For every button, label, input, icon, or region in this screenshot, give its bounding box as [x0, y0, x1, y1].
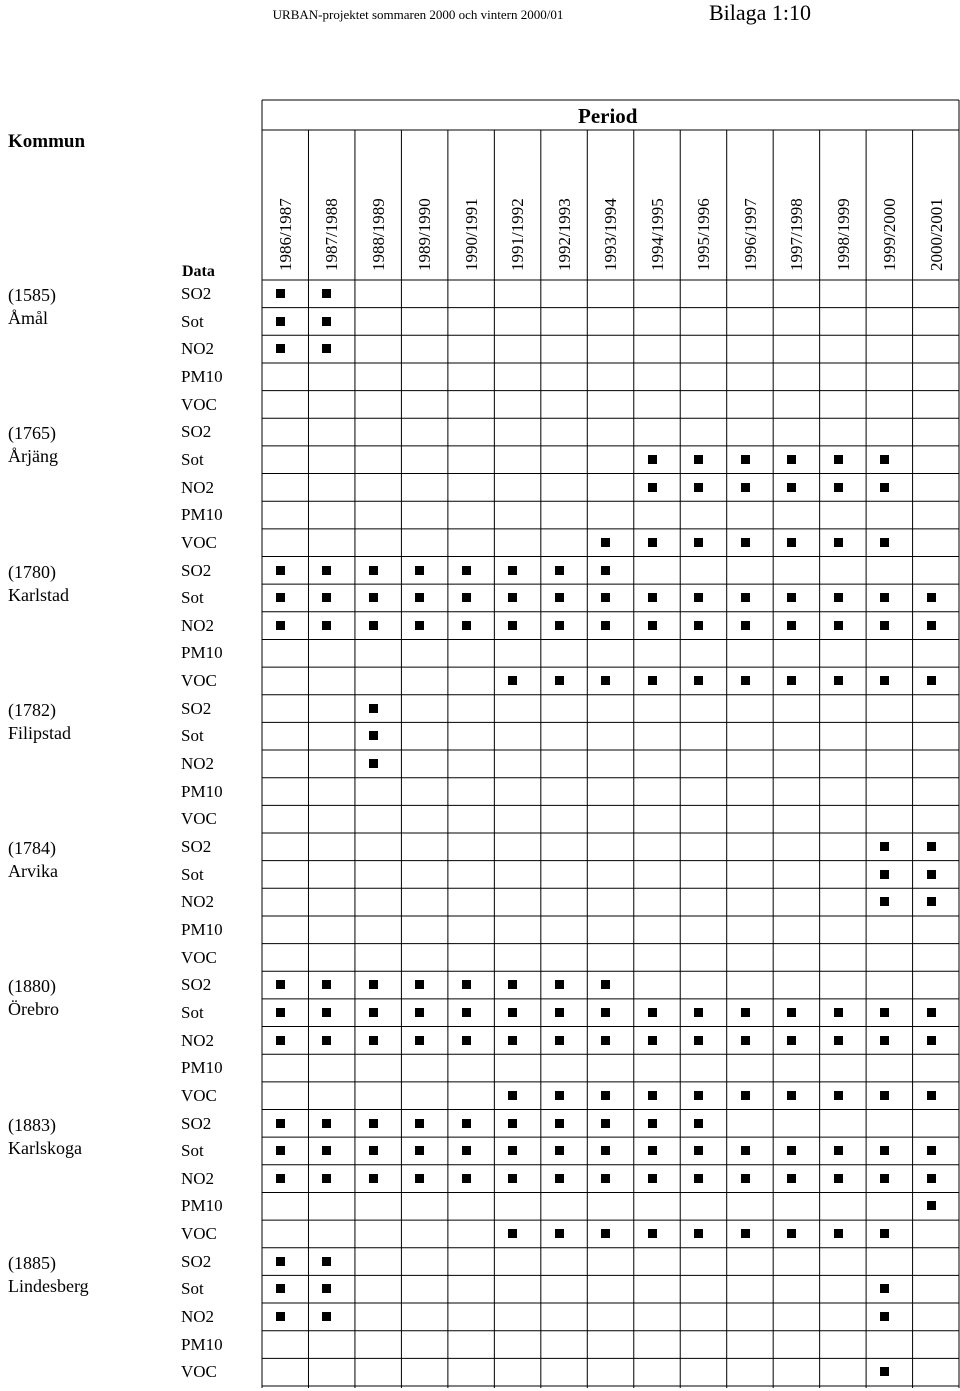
parameter-label-pm10: PM10 [181, 366, 223, 386]
measurement-mark [276, 344, 285, 353]
measurement-mark [601, 1091, 610, 1100]
measurement-mark [276, 593, 285, 602]
measurement-mark [555, 676, 564, 685]
parameter-label-no2: NO2 [181, 754, 215, 774]
measurement-mark [741, 538, 750, 547]
measurement-mark [694, 1036, 703, 1045]
measurement-mark [834, 621, 843, 630]
measurement-mark [694, 1119, 703, 1128]
measurement-mark [276, 980, 285, 989]
measurement-mark [648, 621, 657, 630]
parameter-label-voc: VOC [181, 671, 217, 691]
kommun-cell [8, 561, 69, 607]
measurement-mark [834, 538, 843, 547]
measurement-mark [927, 593, 936, 602]
parameter-label-sot: Sot [181, 311, 204, 331]
measurement-mark [601, 1036, 610, 1045]
measurement-mark [462, 566, 471, 575]
measurement-mark [648, 1229, 657, 1238]
kommun-code: (1883) [8, 1114, 56, 1135]
measurement-mark [694, 621, 703, 630]
measurement-mark [741, 621, 750, 630]
measurement-mark [276, 1146, 285, 1155]
measurement-mark [462, 621, 471, 630]
parameter-label-no2: NO2 [181, 615, 215, 635]
measurement-mark [648, 1146, 657, 1155]
measurement-mark [880, 1229, 889, 1238]
measurement-mark [555, 566, 564, 575]
measurement-mark [927, 621, 936, 630]
kommun-code: (1765) [8, 423, 56, 444]
measurement-mark [787, 621, 796, 630]
period-header: Period [578, 104, 638, 128]
parameter-label-pm10: PM10 [181, 1334, 223, 1354]
parameter-label-sot: Sot [181, 1279, 204, 1299]
kommun-code: (1880) [8, 976, 56, 997]
parameter-label-voc: VOC [181, 532, 217, 552]
year-header-1998-1999: 1998/1999 [833, 198, 853, 271]
measurement-mark [880, 483, 889, 492]
measurement-mark [880, 676, 889, 685]
measurement-mark [880, 870, 889, 879]
year-header-1991-1992: 1991/1992 [508, 198, 528, 271]
measurement-mark [369, 1008, 378, 1017]
parameter-label-sot: Sot [181, 1002, 204, 1022]
measurement-mark [369, 980, 378, 989]
parameter-label-pm10: PM10 [181, 919, 223, 939]
measurement-mark [555, 593, 564, 602]
measurement-mark [694, 593, 703, 602]
measurement-mark [508, 1008, 517, 1017]
measurement-mark [648, 538, 657, 547]
measurement-mark [741, 1146, 750, 1155]
parameter-label-no2: NO2 [181, 1168, 215, 1188]
measurement-mark [601, 621, 610, 630]
measurement-mark [648, 676, 657, 685]
measurement-mark [648, 455, 657, 464]
measurement-mark [322, 1146, 331, 1155]
kommun-cell [8, 699, 71, 745]
measurement-mark [462, 593, 471, 602]
measurement-mark [787, 1174, 796, 1183]
measurement-mark [322, 317, 331, 326]
parameter-label-voc: VOC [181, 1085, 217, 1105]
parameter-label-no2: NO2 [181, 1030, 215, 1050]
measurement-mark [508, 980, 517, 989]
measurement-mark [927, 1036, 936, 1045]
year-header-1999-2000: 1999/2000 [880, 198, 900, 271]
measurement-mark [415, 593, 424, 602]
measurement-mark [694, 1008, 703, 1017]
measurement-mark [322, 593, 331, 602]
measurement-mark [322, 344, 331, 353]
measurement-mark [927, 870, 936, 879]
measurement-mark [741, 1174, 750, 1183]
measurement-mark [741, 1008, 750, 1017]
measurement-mark [648, 1119, 657, 1128]
measurement-mark [694, 1229, 703, 1238]
kommun-code: (1784) [8, 838, 56, 858]
parameter-label-sot: Sot [181, 588, 204, 608]
kommun-cell [8, 975, 59, 1021]
measurement-mark [555, 1146, 564, 1155]
measurement-mark [462, 1008, 471, 1017]
measurement-mark [369, 1174, 378, 1183]
measurement-mark [555, 1119, 564, 1128]
year-header-1993-1994: 1993/1994 [601, 198, 621, 271]
measurement-mark [369, 1119, 378, 1128]
year-header-1994-1995: 1994/1995 [647, 198, 667, 271]
measurement-mark [508, 1119, 517, 1128]
measurement-mark [741, 1036, 750, 1045]
measurement-mark [927, 1091, 936, 1100]
kommun-column-header: Kommun [8, 131, 86, 152]
parameter-label-pm10: PM10 [181, 781, 223, 801]
measurement-mark [276, 1119, 285, 1128]
kommun-cell [8, 837, 58, 883]
measurement-mark [601, 1174, 610, 1183]
parameter-label-no2: NO2 [181, 892, 215, 912]
measurement-mark [415, 1008, 424, 1017]
measurement-mark [555, 1008, 564, 1017]
year-header-1987-1988: 1987/1988 [322, 198, 342, 271]
parameter-label-so2: SO2 [181, 698, 212, 718]
measurement-mark [601, 1146, 610, 1155]
data-column-header: Data [182, 263, 215, 280]
measurement-mark [880, 897, 889, 906]
parameter-label-so2: SO2 [181, 1113, 212, 1133]
kommun-code: (1782) [8, 699, 56, 720]
parameter-label-voc: VOC [181, 1224, 217, 1244]
measurement-mark [601, 676, 610, 685]
measurement-mark [322, 566, 331, 575]
measurement-mark [787, 676, 796, 685]
measurement-mark [880, 1174, 889, 1183]
parameter-label-sot: Sot [181, 1141, 204, 1161]
measurement-mark [415, 1146, 424, 1155]
measurement-mark [834, 1008, 843, 1017]
year-header-1990-1991: 1990/1991 [461, 198, 481, 271]
parameter-label-no2: NO2 [181, 1307, 215, 1327]
measurement-mark [834, 483, 843, 492]
measurement-mark [927, 1146, 936, 1155]
measurement-mark [322, 289, 331, 298]
measurement-mark [369, 704, 378, 713]
parameter-label-so2: SO2 [181, 422, 212, 442]
measurement-mark [322, 1312, 331, 1321]
kommun-cell [8, 1252, 89, 1298]
measurement-mark [880, 1091, 889, 1100]
measurement-mark [369, 1036, 378, 1045]
measurement-mark [694, 1174, 703, 1183]
year-header-1996-1997: 1996/1997 [740, 198, 760, 271]
parameter-label-so2: SO2 [181, 837, 212, 856]
parameter-label-voc: VOC [181, 394, 217, 414]
measurement-mark [276, 566, 285, 575]
measurement-mark [369, 759, 378, 768]
measurement-mark [648, 1008, 657, 1017]
kommun-name: Årjäng [8, 446, 58, 467]
measurement-mark [880, 842, 889, 851]
measurement-mark [880, 1312, 889, 1321]
measurement-mark [508, 1036, 517, 1045]
measurement-mark [787, 1036, 796, 1045]
measurement-mark [927, 897, 936, 906]
measurement-mark [741, 483, 750, 492]
parameter-label-pm10: PM10 [181, 643, 223, 663]
measurement-mark [694, 1091, 703, 1100]
measurement-mark [880, 593, 889, 602]
measurement-mark [369, 566, 378, 575]
measurement-mark [880, 1036, 889, 1045]
measurement-mark [508, 1146, 517, 1155]
measurement-mark [369, 621, 378, 630]
measurement-mark [508, 676, 517, 685]
measurement-mark [787, 1008, 796, 1017]
measurement-mark [927, 1008, 936, 1017]
measurement-mark [741, 1229, 750, 1238]
kommun-name: Karlstad [8, 584, 69, 605]
measurement-mark [322, 1257, 331, 1266]
measurement-mark [741, 1091, 750, 1100]
measurement-mark [415, 1119, 424, 1128]
measurement-mark [741, 455, 750, 464]
measurement-mark [601, 1229, 610, 1238]
measurement-mark [415, 980, 424, 989]
measurement-mark [834, 593, 843, 602]
measurement-mark [555, 621, 564, 630]
measurement-mark [555, 1036, 564, 1045]
measurement-mark [276, 317, 285, 326]
parameter-label-no2: NO2 [181, 477, 215, 497]
measurement-mark [601, 593, 610, 602]
document-header-project: URBAN-projektet sommaren 2000 och vintern 2000/01 [272, 7, 564, 22]
parameter-label-so2: SO2 [181, 560, 212, 580]
measurement-mark [648, 1036, 657, 1045]
measurement-mark [834, 1229, 843, 1238]
year-header-1988-1989: 1988/1989 [368, 198, 388, 271]
measurement-mark [880, 1367, 889, 1376]
measurement-mark [508, 1229, 517, 1238]
measurement-mark [787, 538, 796, 547]
measurement-mark [880, 621, 889, 630]
measurement-mark [369, 593, 378, 602]
measurement-mark [601, 1008, 610, 1017]
measurement-mark [276, 1174, 285, 1183]
measurement-mark [415, 1174, 424, 1183]
measurement-mark [927, 1174, 936, 1183]
measurement-mark [880, 455, 889, 464]
measurement-mark [648, 593, 657, 602]
measurement-mark [880, 1146, 889, 1155]
measurement-mark [694, 483, 703, 492]
measurement-mark [601, 980, 610, 989]
measurement-mark [508, 593, 517, 602]
measurement-mark [834, 1146, 843, 1155]
measurement-mark [927, 1201, 936, 1210]
measurement-mark [322, 1174, 331, 1183]
measurement-mark [787, 1091, 796, 1100]
measurement-mark [555, 1174, 564, 1183]
measurement-mark [787, 1229, 796, 1238]
measurement-mark [276, 621, 285, 630]
measurement-mark [322, 1008, 331, 1017]
measurement-mark [834, 1174, 843, 1183]
measurement-mark [927, 842, 936, 851]
measurement-mark [834, 676, 843, 685]
kommun-name: Arvika [8, 861, 58, 881]
measurement-mark [322, 1284, 331, 1293]
parameter-label-pm10: PM10 [181, 1058, 223, 1078]
kommun-cell [8, 1114, 82, 1160]
measurement-mark [555, 1091, 564, 1100]
measurement-mark [276, 1312, 285, 1321]
year-header-1995-1996: 1995/1996 [694, 198, 714, 271]
year-header-1986-1987: 1986/1987 [276, 198, 295, 271]
measurement-mark [787, 483, 796, 492]
measurement-mark [880, 1284, 889, 1293]
measurement-mark [322, 1036, 331, 1045]
parameter-label-sot: Sot [181, 449, 204, 469]
measurement-mark [834, 455, 843, 464]
kommun-name: Filipstad [8, 722, 72, 743]
year-header-1992-1993: 1992/1993 [554, 198, 574, 271]
parameter-label-so2: SO2 [181, 975, 212, 995]
measurement-mark [927, 676, 936, 685]
measurement-mark [648, 1091, 657, 1100]
parameter-label-voc: VOC [181, 947, 217, 967]
measurement-mark [276, 1284, 285, 1293]
measurement-mark [648, 1174, 657, 1183]
measurement-mark [322, 621, 331, 630]
kommun-cell [8, 422, 58, 468]
parameter-label-so2: SO2 [181, 1251, 212, 1271]
measurement-mark [694, 1146, 703, 1155]
kommun-code: (1585) [8, 285, 56, 305]
measurement-mark [462, 1146, 471, 1155]
measurement-mark [462, 980, 471, 989]
measurement-mark [276, 1008, 285, 1017]
kommun-name: Lindesberg [8, 1275, 89, 1296]
measurement-mark [276, 289, 285, 298]
measurement-mark [694, 676, 703, 685]
kommun-name: Karlskoga [8, 1137, 82, 1158]
measurement-mark [369, 731, 378, 740]
kommun-name: Örebro [8, 999, 59, 1020]
parameter-label-voc: VOC [181, 809, 217, 829]
parameter-label-no2: NO2 [181, 339, 215, 359]
measurement-mark [601, 566, 610, 575]
measurement-mark [601, 1119, 610, 1128]
kommun-code: (1885) [8, 1252, 56, 1273]
measurement-mark [508, 1174, 517, 1183]
measurement-mark [787, 1146, 796, 1155]
parameter-label-sot: Sot [181, 726, 204, 746]
measurement-mark [648, 483, 657, 492]
measurement-mark [880, 538, 889, 547]
measurement-mark [880, 1008, 889, 1017]
measurement-mark [508, 1091, 517, 1100]
document-header-appendix: Bilaga 1:10 [708, 0, 812, 25]
measurement-mark [601, 538, 610, 547]
kommun-name: Åmål [8, 308, 48, 328]
measurement-mark [834, 1091, 843, 1100]
kommun-cell [8, 284, 56, 330]
measurement-mark [462, 1036, 471, 1045]
measurement-mark [508, 621, 517, 630]
measurement-mark [322, 1119, 331, 1128]
measurement-mark [415, 566, 424, 575]
parameter-label-so2: SO2 [181, 284, 212, 303]
measurement-mark [322, 980, 331, 989]
measurement-mark [741, 593, 750, 602]
measurement-mark [741, 676, 750, 685]
measurement-mark [787, 593, 796, 602]
measurement-mark [462, 1174, 471, 1183]
parameter-label-voc: VOC [181, 1362, 217, 1382]
measurement-mark [694, 538, 703, 547]
measurement-mark [369, 1146, 378, 1155]
measurement-mark [276, 1257, 285, 1266]
measurement-mark [787, 455, 796, 464]
measurement-mark [415, 1036, 424, 1045]
parameter-label-sot: Sot [181, 864, 204, 884]
year-header-1989-1990: 1989/1990 [415, 198, 435, 271]
measurement-mark [415, 621, 424, 630]
measurement-mark [276, 1036, 285, 1045]
measurement-mark [694, 455, 703, 464]
measurement-mark [508, 566, 517, 575]
measurement-mark [834, 1036, 843, 1045]
year-header-2000-2001: 2000/2001 [926, 198, 946, 271]
measurement-mark [462, 1119, 471, 1128]
parameter-label-pm10: PM10 [181, 505, 223, 525]
measurement-mark [555, 1229, 564, 1238]
year-header-1997-1998: 1997/1998 [787, 198, 807, 271]
measurement-mark [555, 980, 564, 989]
parameter-label-pm10: PM10 [181, 1196, 223, 1216]
kommun-code: (1780) [8, 561, 56, 582]
